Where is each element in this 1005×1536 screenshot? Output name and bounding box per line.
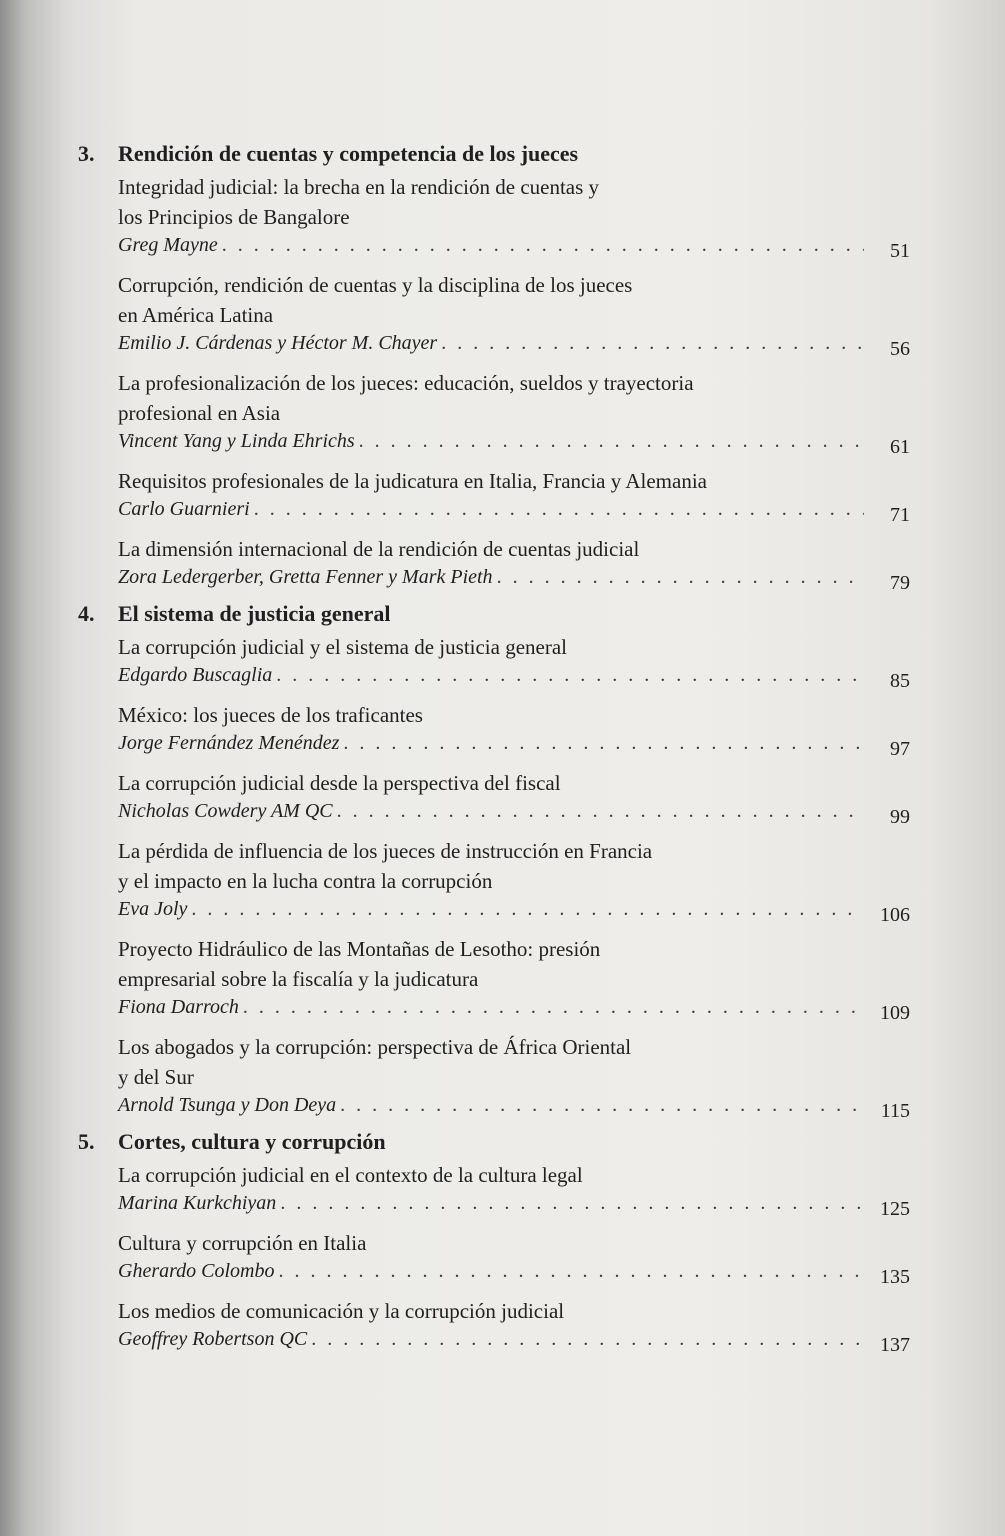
entry-author-line — [118, 1326, 910, 1356]
section-title: Cortes, cultura y corrupción — [118, 1129, 386, 1154]
entry-author-line — [118, 662, 910, 692]
dot-leader — [191, 896, 864, 922]
entry-page-number: 61 — [890, 436, 910, 458]
toc-entry[interactable] — [118, 836, 910, 926]
entry-page-number: 56 — [890, 338, 910, 360]
section-number: 4. — [78, 601, 95, 626]
toc-entry[interactable] — [118, 1032, 910, 1122]
entry-title-line: La corrupción judicial desde la perspectiva del fiscal — [118, 771, 561, 795]
entry-author: Zora Ledergerber, Gretta Fenner y Mark Pieth — [118, 566, 493, 588]
section-heading — [78, 140, 910, 168]
entry-page-number: 125 — [880, 1198, 910, 1220]
dot-leader — [441, 330, 864, 356]
entry-page-number: 115 — [880, 1100, 910, 1122]
toc-entry[interactable] — [118, 768, 910, 828]
entry-page-number: 71 — [890, 504, 910, 526]
entry-author: Geoffrey Robertson QC — [118, 1328, 308, 1350]
entry-title-line: Los abogados y la corrupción: perspectiva de África Oriental — [118, 1035, 632, 1059]
entry-page-number: 99 — [890, 806, 910, 828]
toc-section — [78, 600, 910, 1122]
entry-title-line: Integridad judicial: la brecha en la rendición de cuentas y — [118, 175, 600, 199]
dot-leader — [278, 1258, 864, 1284]
toc-section — [78, 140, 910, 594]
entry-author-line — [118, 730, 910, 760]
entry-title-line: Cultura y corrupción en Italia — [118, 1231, 367, 1255]
entry-author-line — [118, 232, 910, 262]
entry-title-line: La pérdida de influencia de los jueces de instrucción en Francia — [118, 839, 653, 863]
dot-leader — [243, 994, 864, 1020]
section-number: 3. — [78, 141, 95, 166]
entry-page-number: 97 — [890, 738, 910, 760]
entry-title-line: empresarial sobre la fiscalía y la judicatura — [118, 967, 479, 991]
entry-author-line — [118, 428, 910, 458]
entry-page-number: 79 — [890, 572, 910, 594]
toc-entry[interactable] — [118, 172, 910, 262]
entry-author-line — [118, 994, 910, 1024]
entry-title-line: profesional en Asia — [118, 401, 281, 425]
entry-title-line: La corrupción judicial en el contexto de la cultura legal — [118, 1163, 583, 1187]
entry-author: Eva Joly — [118, 898, 188, 920]
entry-title-line: y del Sur — [118, 1065, 194, 1089]
entry-author: Gherardo Colombo — [118, 1260, 275, 1282]
dot-leader — [337, 798, 864, 824]
entry-page-number: 109 — [880, 1002, 910, 1024]
dot-leader — [254, 496, 864, 522]
dot-leader — [280, 1190, 864, 1216]
toc-entry[interactable] — [118, 1160, 910, 1220]
entry-author-line — [118, 1258, 910, 1288]
entry-author: Vincent Yang y Linda Ehrichs — [118, 430, 355, 452]
entry-page-number: 85 — [890, 670, 910, 692]
dot-leader — [343, 730, 864, 756]
toc-entry[interactable] — [118, 368, 910, 458]
entry-author: Carlo Guarnieri — [118, 498, 250, 520]
entry-author-line — [118, 896, 910, 926]
section-title: Rendición de cuentas y competencia de los jueces — [118, 141, 579, 166]
toc-entry[interactable] — [118, 270, 910, 360]
entry-title-line: Corrupción, rendición de cuentas y la disciplina de los jueces — [118, 273, 633, 297]
entry-author-line — [118, 1190, 910, 1220]
entry-title-line: en América Latina — [118, 303, 274, 327]
dot-leader — [340, 1092, 864, 1118]
toc-entry[interactable] — [118, 632, 910, 692]
section-number: 5. — [78, 1129, 95, 1154]
entry-title-line: y el impacto en la lucha contra la corrupción — [118, 869, 493, 893]
entry-title-line: La profesionalización de los jueces: educación, sueldos y trayectoria — [118, 371, 694, 395]
toc-entry[interactable] — [118, 1296, 910, 1356]
dot-leader — [497, 564, 864, 590]
entry-title-line: los Principios de Bangalore — [118, 205, 350, 229]
dot-leader — [222, 232, 864, 258]
entry-title-line: La dimensión internacional de la rendición de cuentas judicial — [118, 537, 640, 561]
entry-author-line — [118, 496, 910, 526]
dot-leader — [359, 428, 864, 454]
entry-page-number: 51 — [890, 240, 910, 262]
entry-author: Greg Mayne — [118, 234, 218, 256]
section-heading — [78, 600, 910, 628]
entry-title-line: México: los jueces de los traficantes — [118, 703, 423, 727]
entry-title-line: Los medios de comunicación y la corrupción judicial — [118, 1299, 565, 1323]
entry-author: Fiona Darroch — [118, 996, 239, 1018]
section-title: El sistema de justicia general — [118, 601, 391, 626]
entry-author: Arnold Tsunga y Don Deya — [118, 1094, 337, 1116]
entry-page-number: 137 — [880, 1334, 910, 1356]
entry-author-line — [118, 1092, 910, 1122]
entry-title-line: Requisitos profesionales de la judicatura en Italia, Francia y Alemania — [118, 469, 707, 493]
entry-author: Jorge Fernández Menéndez — [118, 732, 340, 754]
entry-author-line — [118, 564, 910, 594]
entry-page-number: 135 — [880, 1266, 910, 1288]
table-of-contents — [78, 140, 910, 1356]
section-heading — [78, 1128, 910, 1156]
toc-entry[interactable] — [118, 934, 910, 1024]
toc-entry[interactable] — [118, 1228, 910, 1288]
toc-section — [78, 1128, 910, 1356]
entry-author-line — [118, 330, 910, 360]
entry-author: Nicholas Cowdery AM QC — [118, 800, 333, 822]
dot-leader — [276, 662, 864, 688]
entry-title-line: La corrupción judicial y el sistema de justicia general — [118, 635, 567, 659]
toc-entry[interactable] — [118, 534, 910, 594]
entry-title-line: Proyecto Hidráulico de las Montañas de Lesotho: presión — [118, 937, 601, 961]
entry-author: Marina Kurkchiyan — [118, 1192, 277, 1214]
toc-entry[interactable] — [118, 466, 910, 526]
entry-author: Edgardo Buscaglia — [118, 664, 273, 686]
entry-page-number: 106 — [880, 904, 910, 926]
toc-entry[interactable] — [118, 700, 910, 760]
dot-leader — [311, 1326, 864, 1352]
entry-author-line — [118, 798, 910, 828]
entry-author: Emilio J. Cárdenas y Héctor M. Chayer — [118, 332, 438, 354]
